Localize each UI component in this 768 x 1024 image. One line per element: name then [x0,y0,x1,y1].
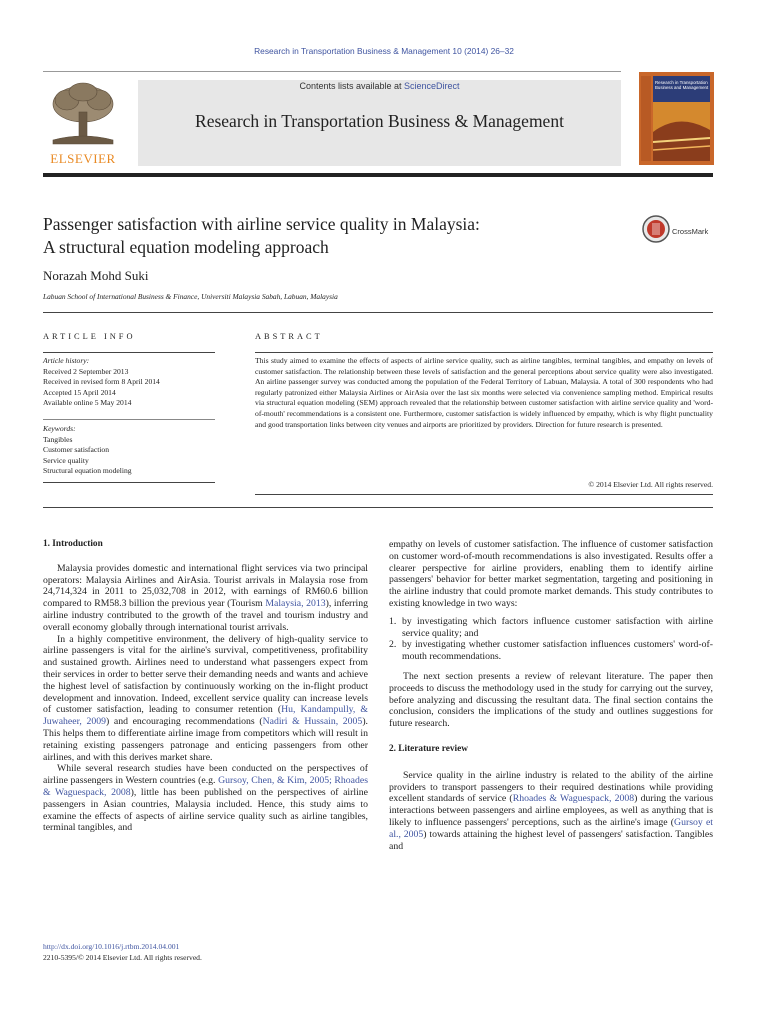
abstract-copyright: © 2014 Elsevier Ltd. All rights reserved. [588,480,713,489]
article-history [43,356,215,409]
right-paragraph-2: The next section presents a review of relevant literature. The paper then proceeds to discuss the methodology used in the study for carrying out the survey, before analyzing and discussing the resultant data. The final section contains the conclusion, considers the implications of the study and outlines suggestions for future research. [389,670,713,730]
author-name[interactable]: Norazah Mohd Suki [43,268,149,283]
cover-title: Research in Transportation Business and Management [655,80,709,90]
intro-heading: 1. Introduction [43,539,103,549]
body-right-column [389,539,713,852]
intro-paragraph-2: In a highly competitive environment, the delivery of high-quality service to airline passengers is vital for the airline's survival, competitiveness, profitability and sustained growth. Airlines need to understand what passengers expect from their services in order to better serve their demanding needs and wants and achieve the highest level of satisfaction by continuously working on the in-flight product development and innovation. Indeed, excellent service quality can increase levels of customer satisfaction, leading to consumer retention (Hu, Kandampully, & Juwaheer, 2009) and encouraging recommendations (Nadiri & Hussain, 2005). This helps them to differentiate airline image from competitors which will result in retaining existing passengers patronage and enticing passengers from other airlines, and with this derives market share. [43,633,368,763]
abstract-heading: ABSTRACT [255,332,323,341]
body-left-column [43,539,368,834]
journal-citation[interactable]: Research in Transportation Business & Management 10 (2014) 26–32 [254,46,514,56]
keywords-bottom-rule [43,482,215,483]
history-item: Available online 5 May 2014 [43,398,132,408]
title-line-1: Passenger satisfaction with airline service quality in Malaysia: [43,214,480,234]
history-item: Received in revised form 8 April 2014 [43,377,160,387]
paper-title [43,213,603,258]
lit-review-heading: 2. Literature review [389,743,468,754]
article-info-heading: ARTICLE INFO [43,332,136,341]
header-divider [43,71,621,72]
body-divider [43,507,713,508]
ref-link[interactable]: Rhoades & Waguespack, 2008 [512,793,635,805]
ref-link[interactable]: Hu, Kandampully, & Juwaheer, 2009 [43,704,368,728]
history-item: Accepted 15 April 2014 [43,387,116,397]
right-paragraph-3: Service quality in the airline industry is related to the ability of the airline providers to transport passengers to their required destinations while providing excellent standards of service (Rhoades & Waguespack, 2008) during the various interactions between passengers and airline employees, as well as anything that is likely to influence passengers' perceptions, such as the airline's image (Gursoy et al., 2005) towards attaining the highest level of passengers' satisfaction. Tangibles and [389,769,713,852]
title-line-2: A structural equation modeling approach [43,236,329,257]
history-label: Article history: [43,356,90,365]
elsevier-wordmark: ELSEVIER [50,151,116,166]
ref-link[interactable]: Nadiri & Hussain, 2005 [262,716,363,728]
contents-line [138,81,621,91]
sciencedirect-link[interactable]: ScienceDirect [404,81,460,91]
ref-link[interactable]: Malaysia, 2013 [265,598,326,610]
ref-link[interactable]: Gursoy et al., 2005 [389,816,713,840]
issn-line: 2210-5395/© 2014 Elsevier Ltd. All rights reserved. [43,953,202,962]
contribution-list [389,616,713,663]
header-thick-divider [43,173,713,177]
keyword: Customer satisfaction [43,445,110,455]
crossmark-label[interactable]: CrossMark [672,227,709,236]
journal-title: Research in Transportation Business & Management [195,111,564,131]
abstract-bottom-rule [255,494,713,495]
footer [43,941,202,963]
right-paragraph-1: empathy on levels of customer satisfaction. The influence of customer satisfaction on customer word-of-mouth recommendations is also investigated. Results offer a clearer perspective for airline providers, enabling them to identify airline passengers' behavior for better market segmentation, targeting and positioning in the airline industry that could promote market demands. This study contributes to existing knowledge in two ways: [389,539,713,609]
keyword: Service quality [43,455,89,465]
keyword: Tangibles [43,434,73,444]
abstract-rule [255,352,713,353]
keywords-rule [43,419,215,420]
abstract-text: This study aimed to examine the effects of aspects of airline service quality, such as airline tangibles, terminal tangibles, and empathy on levels of customer satisfaction. The relationship between these levels of satisfaction and the general perceptions about service quality were also investigated. An airline passenger survey was conducted among the population of the Federal Territory of Labuan, Malaysia. A total of 300 respondents who had regularly patronized either Malaysia Airlines or AirAsia over the last six months were selected via convenience sampling method. Empirical results via structural equation modeling (SEM) approach revealed that the relationship between customer satisfaction with airline service quality and 'word-of-mouth' recommendations is a consistent one. Furthermore, customer satisfaction is widely influenced by empathy, which is why flight punctuality and good transportation links between city venues and airports are prioritized by providers. Direction for future research is presented. [255,356,713,429]
keywords-label: Keywords: [43,424,76,433]
journal-cover-thumbnail [639,72,714,165]
ref-link[interactable]: Gursoy, Chen, & Kim, 2005; Rhoades & Waguespack, 2008 [43,775,368,798]
keywords [43,424,215,477]
contents-prefix: Contents lists available at [299,81,405,91]
author-affiliation: Labuan School of International Business & Finance, Universiti Malaysia Sabah, Labuan, Malaysia [43,292,338,301]
intro-paragraph-1: Malaysia provides domestic and international flight services via two principal operators: Malaysia Airlines and AirAsia. Tourist arrivals in Malaysia rose from 24,714,324 in 2011 to 25,032,708 in 2012, with earnings of RM60.6 billion compared to RM58.3 billion the previous year (Tourism Malaysia, 2013), inferring airline industry contributed to the growth of the travel and tourism industry and overall economy globally through international tourist arrivals. [43,562,368,633]
intro-paragraph-3: While several research studies have been conducted on the perspectives of airline passengers in Western countries (e.g. Gursoy, Chen, & Kim, 2005; Rhoades & Waguespack, 2008), little has been published on the perspectives of airline passengers in Asian countries, Malaysia included. Hence, this study aims to examine the effects of aspects of airline service quality such as airline tangibles, terminal tangibles, and [43,763,368,834]
keyword: Structural equation modeling [43,466,132,476]
article-info-rule [43,352,215,353]
doi-link[interactable]: http://dx.doi.org/10.1016/j.rtbm.2014.04.001 [43,942,180,951]
list-item: 1. by investigating which factors influence customer satisfaction with airline service quality; and [389,615,713,639]
info-divider [43,312,713,313]
history-item: Received 2 September 2013 [43,366,129,376]
list-item: 2. by investigating whether customer satisfaction influences customers' word-of-mouth recommendations. [389,639,713,663]
